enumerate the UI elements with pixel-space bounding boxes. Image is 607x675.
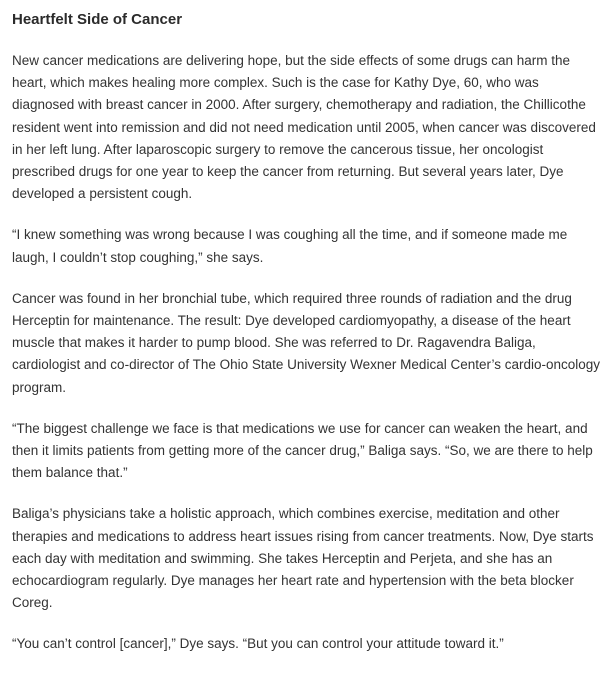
- article-paragraph-5: Baliga’s physicians take a holistic approach, which combines exercise, meditation and other therapies and medications to address heart issues rising from cancer treatments. Now, Dye starts each day with meditation and swimming. She takes Herceptin and Perjeta, and she has an echocardiogram regularly. Dye manages her heart rate and hypertension with the beta blocker Coreg.: [12, 506, 594, 611]
- article: [12, 10, 604, 675]
- article-paragraph-3: Cancer was found in her bronchial tube, which required three rounds of radiation and the drug Herceptin for maintenance. The result: Dye developed cardiomyopathy, a disease of the heart muscle that makes it harder to pump blood. She was referred to Dr. Ragavendra Baliga, cardiologist and co-director of The Ohio State University Wexner Medical Center’s cardio-oncology program.: [12, 290, 601, 395]
- article-paragraph-4: “The biggest challenge we face is that medications we use for cancer can weaken the heart, and then it limits patients from getting more of the cancer drug,” Baliga says. “So, we are there to help them balance that.”: [12, 420, 593, 481]
- article-title: Heartfelt Side of Cancer: [12, 11, 183, 28]
- article-paragraph-6: “You can’t control [cancer],” Dye says. “But you can control your attitude toward it.”: [12, 636, 504, 652]
- article-paragraph-1: New cancer medications are delivering hope, but the side effects of some drugs can harm the heart, which makes healing more complex. Such is the case for Kathy Dye, 60, who was diagnosed with breast cancer in 2000. After surgery, chemotherapy and radiation, the Chillicothe resident went into remission and did not need medication until 2005, when cancer was discovered in her left lung. After laparoscopic surgery to remove the cancerous tissue, her oncologist prescribed drugs for one year to keep the cancer from returning. But several years later, Dye developed a persistent cough.: [12, 53, 596, 202]
- article-paragraph-2: “I knew something was wrong because I was coughing all the time, and if someone made me laugh, I couldn’t stop coughing,” she says.: [12, 227, 568, 265]
